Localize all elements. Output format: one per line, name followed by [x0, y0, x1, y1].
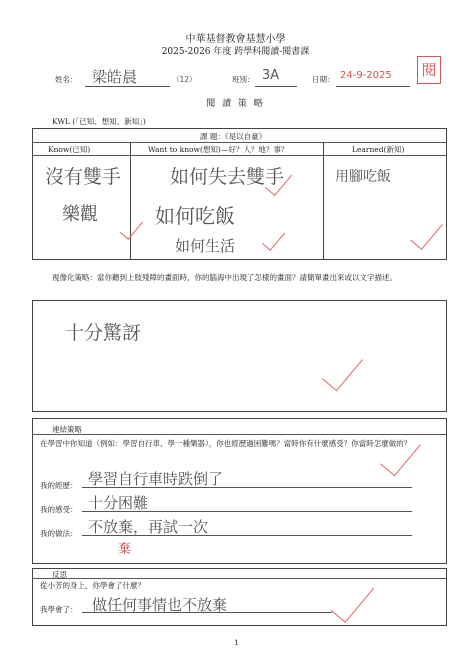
class-underline	[255, 86, 297, 87]
reflect-title: 反思	[52, 570, 67, 579]
link-action-value: 不放棄，再試一次	[88, 518, 209, 536]
school-name: 中華基督教會基慧小學	[185, 34, 286, 45]
kwl-learned-1: 用腳吃飯	[335, 169, 391, 185]
link-action-label: 我的做法：	[40, 529, 78, 538]
kwl-header-learned: Learned(新知)	[352, 145, 405, 154]
kwl-header-want: Want to know(想知)—好？人？地？事？	[148, 145, 289, 154]
kwl-topic: 課 題：《是以自豪》	[200, 132, 267, 141]
link-feeling-label: 我的感受：	[40, 505, 78, 514]
kwl-label: KWL (「已知、想知、新知」)	[52, 117, 146, 126]
page-number: 1	[234, 638, 239, 647]
worksheet-subtitle: 2025-2026 年度 跨學科閱讀-閱書課	[161, 47, 310, 57]
kwl-col-divider-1	[130, 142, 131, 260]
link-feeling-value: 十分困難	[88, 494, 149, 512]
link-action-line	[82, 535, 412, 536]
visualize-answer: 十分驚訝	[65, 322, 142, 344]
class-label: 班別：	[232, 75, 255, 84]
visualize-prompt: 視像化策略：當你聽到上肢殘障的畫面時，你的腦海中出現了怎樣的畫面？請簡單畫出來或以文字描述。	[52, 273, 397, 282]
kwl-know-2: 樂觀	[62, 204, 98, 225]
reflect-answer-line	[82, 612, 332, 613]
name-label: 姓名：	[55, 75, 78, 84]
kwl-want-2: 如何吃飯	[155, 204, 235, 228]
link-experience-line	[82, 487, 412, 488]
link-title-divider	[32, 434, 447, 435]
class-value: 3A	[262, 68, 280, 83]
kwl-want-1: 如何失去雙手	[170, 166, 285, 188]
link-prompt: 在學習中你知道（例如：學習自行車、學一種樂器），你也經歷過困難嗎？當時你有什麼感受？你當時怎麼做的？	[40, 439, 412, 448]
reflect-title-divider	[32, 578, 447, 579]
kwl-header-divider	[32, 155, 447, 156]
teacher-correction: 棄	[118, 542, 132, 557]
section-title: 閱 讀 策 略	[206, 99, 265, 109]
link-title: 連結策略	[52, 425, 82, 434]
kwl-want-3: 如何生活	[175, 237, 236, 255]
name-value: 梁皓晨	[92, 68, 138, 86]
date-underline	[336, 86, 410, 87]
visualize-box	[32, 300, 447, 412]
kwl-col-divider-2	[323, 142, 324, 260]
date-label: 日期：	[312, 75, 335, 84]
class-number: （12）	[172, 75, 197, 84]
reflect-answer-label: 我學會了：	[40, 605, 78, 614]
link-experience-value: 學習自行車時跌倒了	[88, 470, 224, 488]
reflect-answer: 做任何事情也不放棄	[92, 596, 228, 614]
kwl-header-know: Know(已知)	[48, 145, 91, 154]
grade-stamp: 閱	[417, 56, 441, 84]
date-value: 24-9-2025	[340, 70, 392, 81]
link-experience-label: 我的經歷：	[40, 481, 78, 490]
link-feeling-line	[82, 511, 412, 512]
kwl-know-1: 沒有雙手	[45, 166, 122, 188]
reflect-prompt: 從小芳的身上，你學會了什麼？	[40, 581, 145, 590]
name-underline	[85, 86, 170, 87]
kwl-topic-divider	[32, 142, 447, 143]
